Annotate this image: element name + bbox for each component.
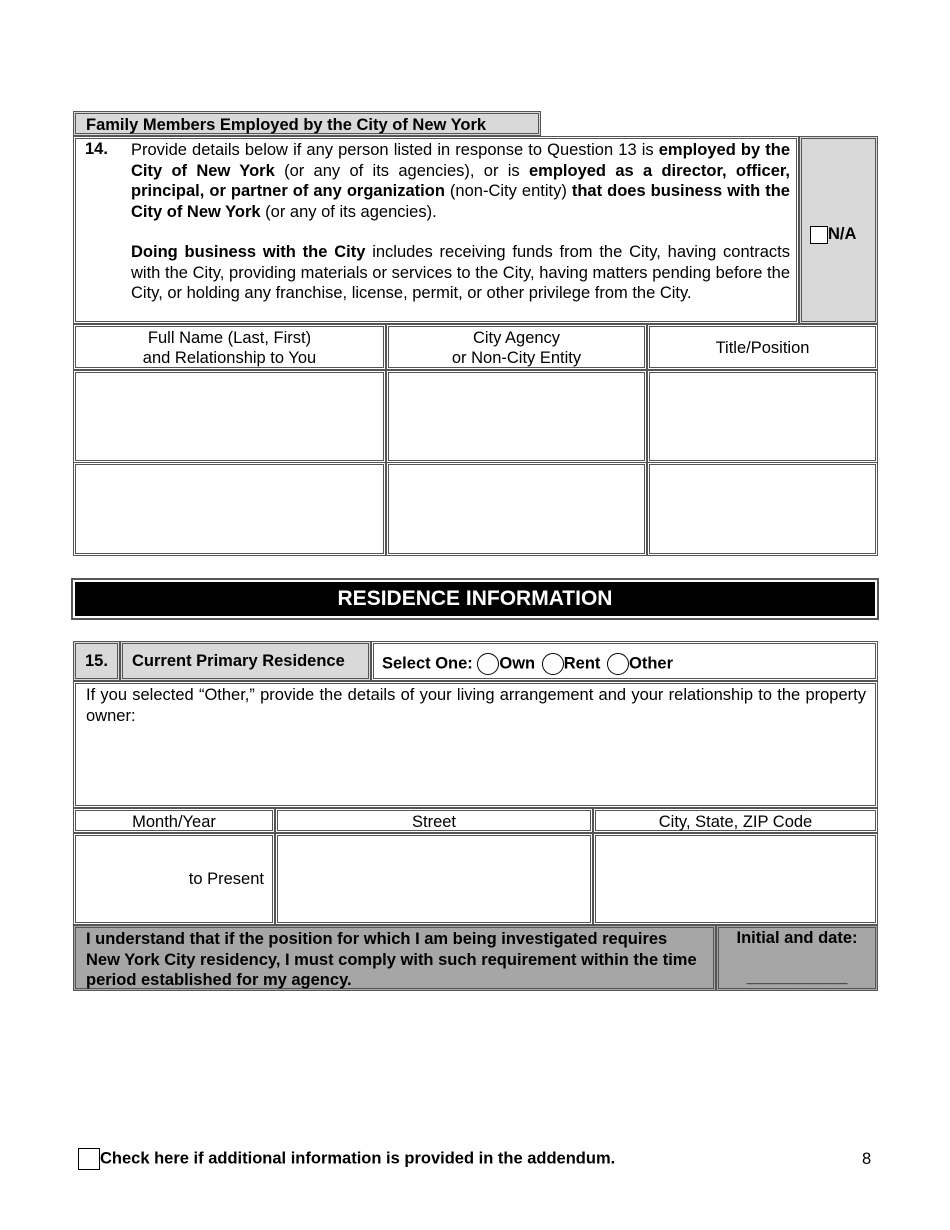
initial-date-blank: ___________: [746, 968, 848, 986]
section-title: Family Members Employed by the City of New York: [86, 116, 487, 134]
row1-title-input[interactable]: [647, 370, 878, 463]
q14-paragraph-2: Doing business with the City includes receiving funds from the City, having contracts with the City, providing materials or services to the City, having matters pending before the City, or holding any franchise, license, permit, or other privilege from the City.: [131, 243, 791, 302]
other-label: Other: [629, 654, 674, 673]
rent-label: Rent: [563, 654, 601, 673]
month-year-input[interactable]: [73, 833, 275, 925]
q15-number: 15.: [73, 641, 120, 681]
own-label: Own: [499, 654, 536, 673]
to-present-label: to Present: [188, 870, 264, 888]
other-details-field[interactable]: [73, 681, 878, 808]
rent-radio[interactable]: [542, 653, 564, 675]
initial-date-cell[interactable]: [716, 925, 878, 991]
residence-banner-title: RESIDENCE INFORMATION: [75, 582, 875, 616]
page-number: 8: [862, 1150, 872, 1168]
residency-acknowledgment: I understand that if the position for which I am being investigated requires New York City residency, I must comply with such requirement within the time period established for my agency.: [73, 925, 716, 991]
col-header-full-name: Full Name (Last, First) and Relationship to You: [73, 324, 386, 370]
row2-title-input[interactable]: [647, 462, 878, 556]
row1-agency-input[interactable]: [386, 370, 647, 463]
na-checkbox[interactable]: [810, 226, 828, 244]
other-details-prompt: If you selected “Other,” provide the details of your living arrangement and your relationship to the property owner:: [86, 686, 866, 725]
q15-title: Current Primary Residence: [120, 641, 371, 681]
other-radio[interactable]: [607, 653, 629, 675]
col-header-title: Title/Position: [647, 324, 878, 370]
select-one-label: Select One:: [382, 654, 473, 673]
q14-paragraph-1: Provide details below if any person listed in response to Question 13 is employed by the City of New York (or any of its agencies), or is employed as a director, officer, principal, or partner of any organization (non-City entity) that does business with the City of New York (or any of its agencies).: [131, 141, 790, 221]
na-label: N/A: [828, 225, 857, 244]
residence-type-selector: [371, 641, 878, 681]
col-header-month-year: Month/Year: [73, 808, 275, 833]
col-header-city-state-zip: City, State, ZIP Code: [593, 808, 878, 833]
addendum-checkbox[interactable]: [78, 1148, 100, 1170]
row1-name-input[interactable]: [73, 370, 386, 463]
residence-banner: [71, 578, 879, 620]
section-title-tab: [73, 111, 541, 136]
initial-date-label: Initial and date:: [736, 929, 858, 947]
q14-text: [131, 140, 790, 304]
col-header-agency: City Agency or Non-City Entity: [386, 324, 647, 370]
addendum-label: Check here if additional information is provided in the addendum.: [100, 1149, 616, 1168]
na-option: [810, 225, 856, 244]
row2-agency-input[interactable]: [386, 462, 647, 556]
city-state-zip-input[interactable]: [593, 833, 878, 925]
addendum-check: [78, 1148, 615, 1170]
own-radio[interactable]: [477, 653, 499, 675]
na-cell: [799, 136, 878, 324]
row2-name-input[interactable]: [73, 462, 386, 556]
q14-number: 14.: [85, 140, 108, 158]
street-input[interactable]: [275, 833, 593, 925]
col-header-street: Street: [275, 808, 593, 833]
q14-question-block: [73, 136, 799, 324]
